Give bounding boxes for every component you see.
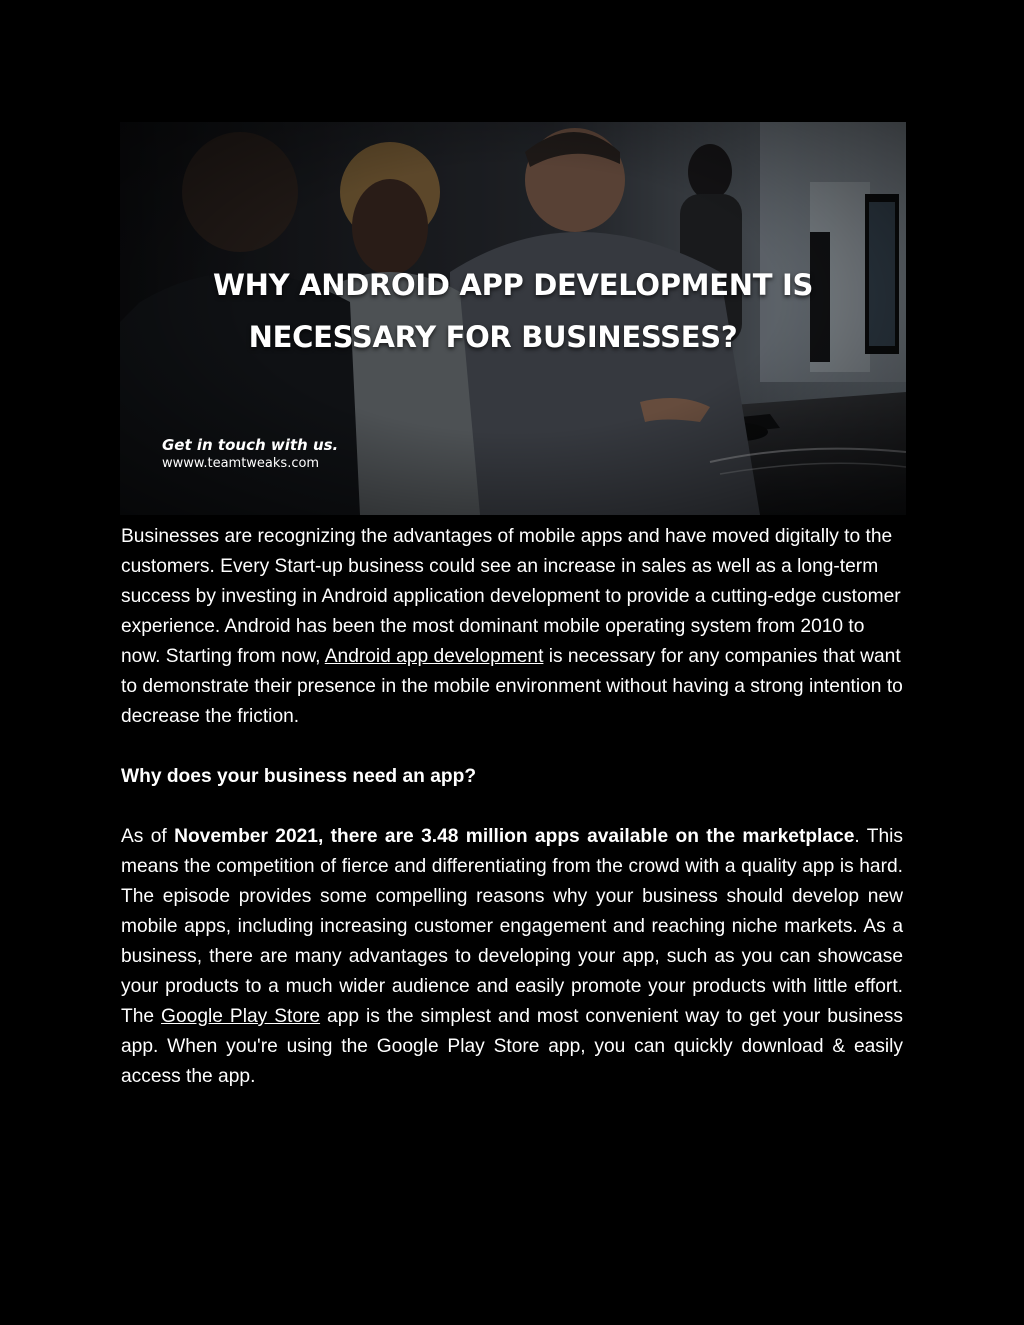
contact-callout-title: Get in touch with us. (162, 436, 339, 454)
contact-website-url: wwww.teamtweaks.com (162, 456, 320, 471)
apps-count-highlight: November 2021, there are 3.48 million apps available on the marketplace (174, 826, 855, 847)
hero-title-line-2: NECESSARY FOR BUSINESSES? (248, 320, 738, 354)
hero-title-line-1: WHY ANDROID APP DEVELOPMENT IS (212, 268, 814, 302)
intro-text-part-1: Businesses are recognizing the advantages of mobile apps and have moved digitally to the customers. Every Start-up business could see an increase in sales as well as a long-term success by investing in Android application development to provide a cutting-edge customer experience. Android has been the most dominant mobile operating system from 2010 to now. Starting from now, (121, 526, 901, 667)
reasons-text-part-1: As of (121, 826, 175, 847)
reasons-paragraph (121, 822, 903, 1092)
android-app-development-link[interactable]: Android app development (324, 646, 544, 667)
reasons-text-part-3: app is the simplest and most convenient way to get your business app. When you're using the Google Play Store app, you can quickly download & easily access the app. (121, 1006, 903, 1087)
reasons-text-part-2: . This means the competition of fierce and differentiating from the crowd with a quality app is hard. The episode provides some compelling reasons why your business should develop new mobile apps, including increasing customer engagement and reaching niche markets. As a business, there are many advantages to developing your app, such as you can showcase your products to a much wider audience and easily promote your products with little effort. The (121, 826, 903, 1027)
section-heading: Why does your business need an app? (121, 766, 477, 787)
hero-banner-image (120, 122, 906, 515)
intro-text-part-2: is necessary for any companies that want to demonstrate their presence in the mobile environment without having a strong intention to decrease the friction. (121, 646, 903, 727)
intro-paragraph (121, 522, 903, 732)
google-play-store-link[interactable]: Google Play Store (161, 1006, 321, 1027)
contact-callout (162, 436, 338, 471)
